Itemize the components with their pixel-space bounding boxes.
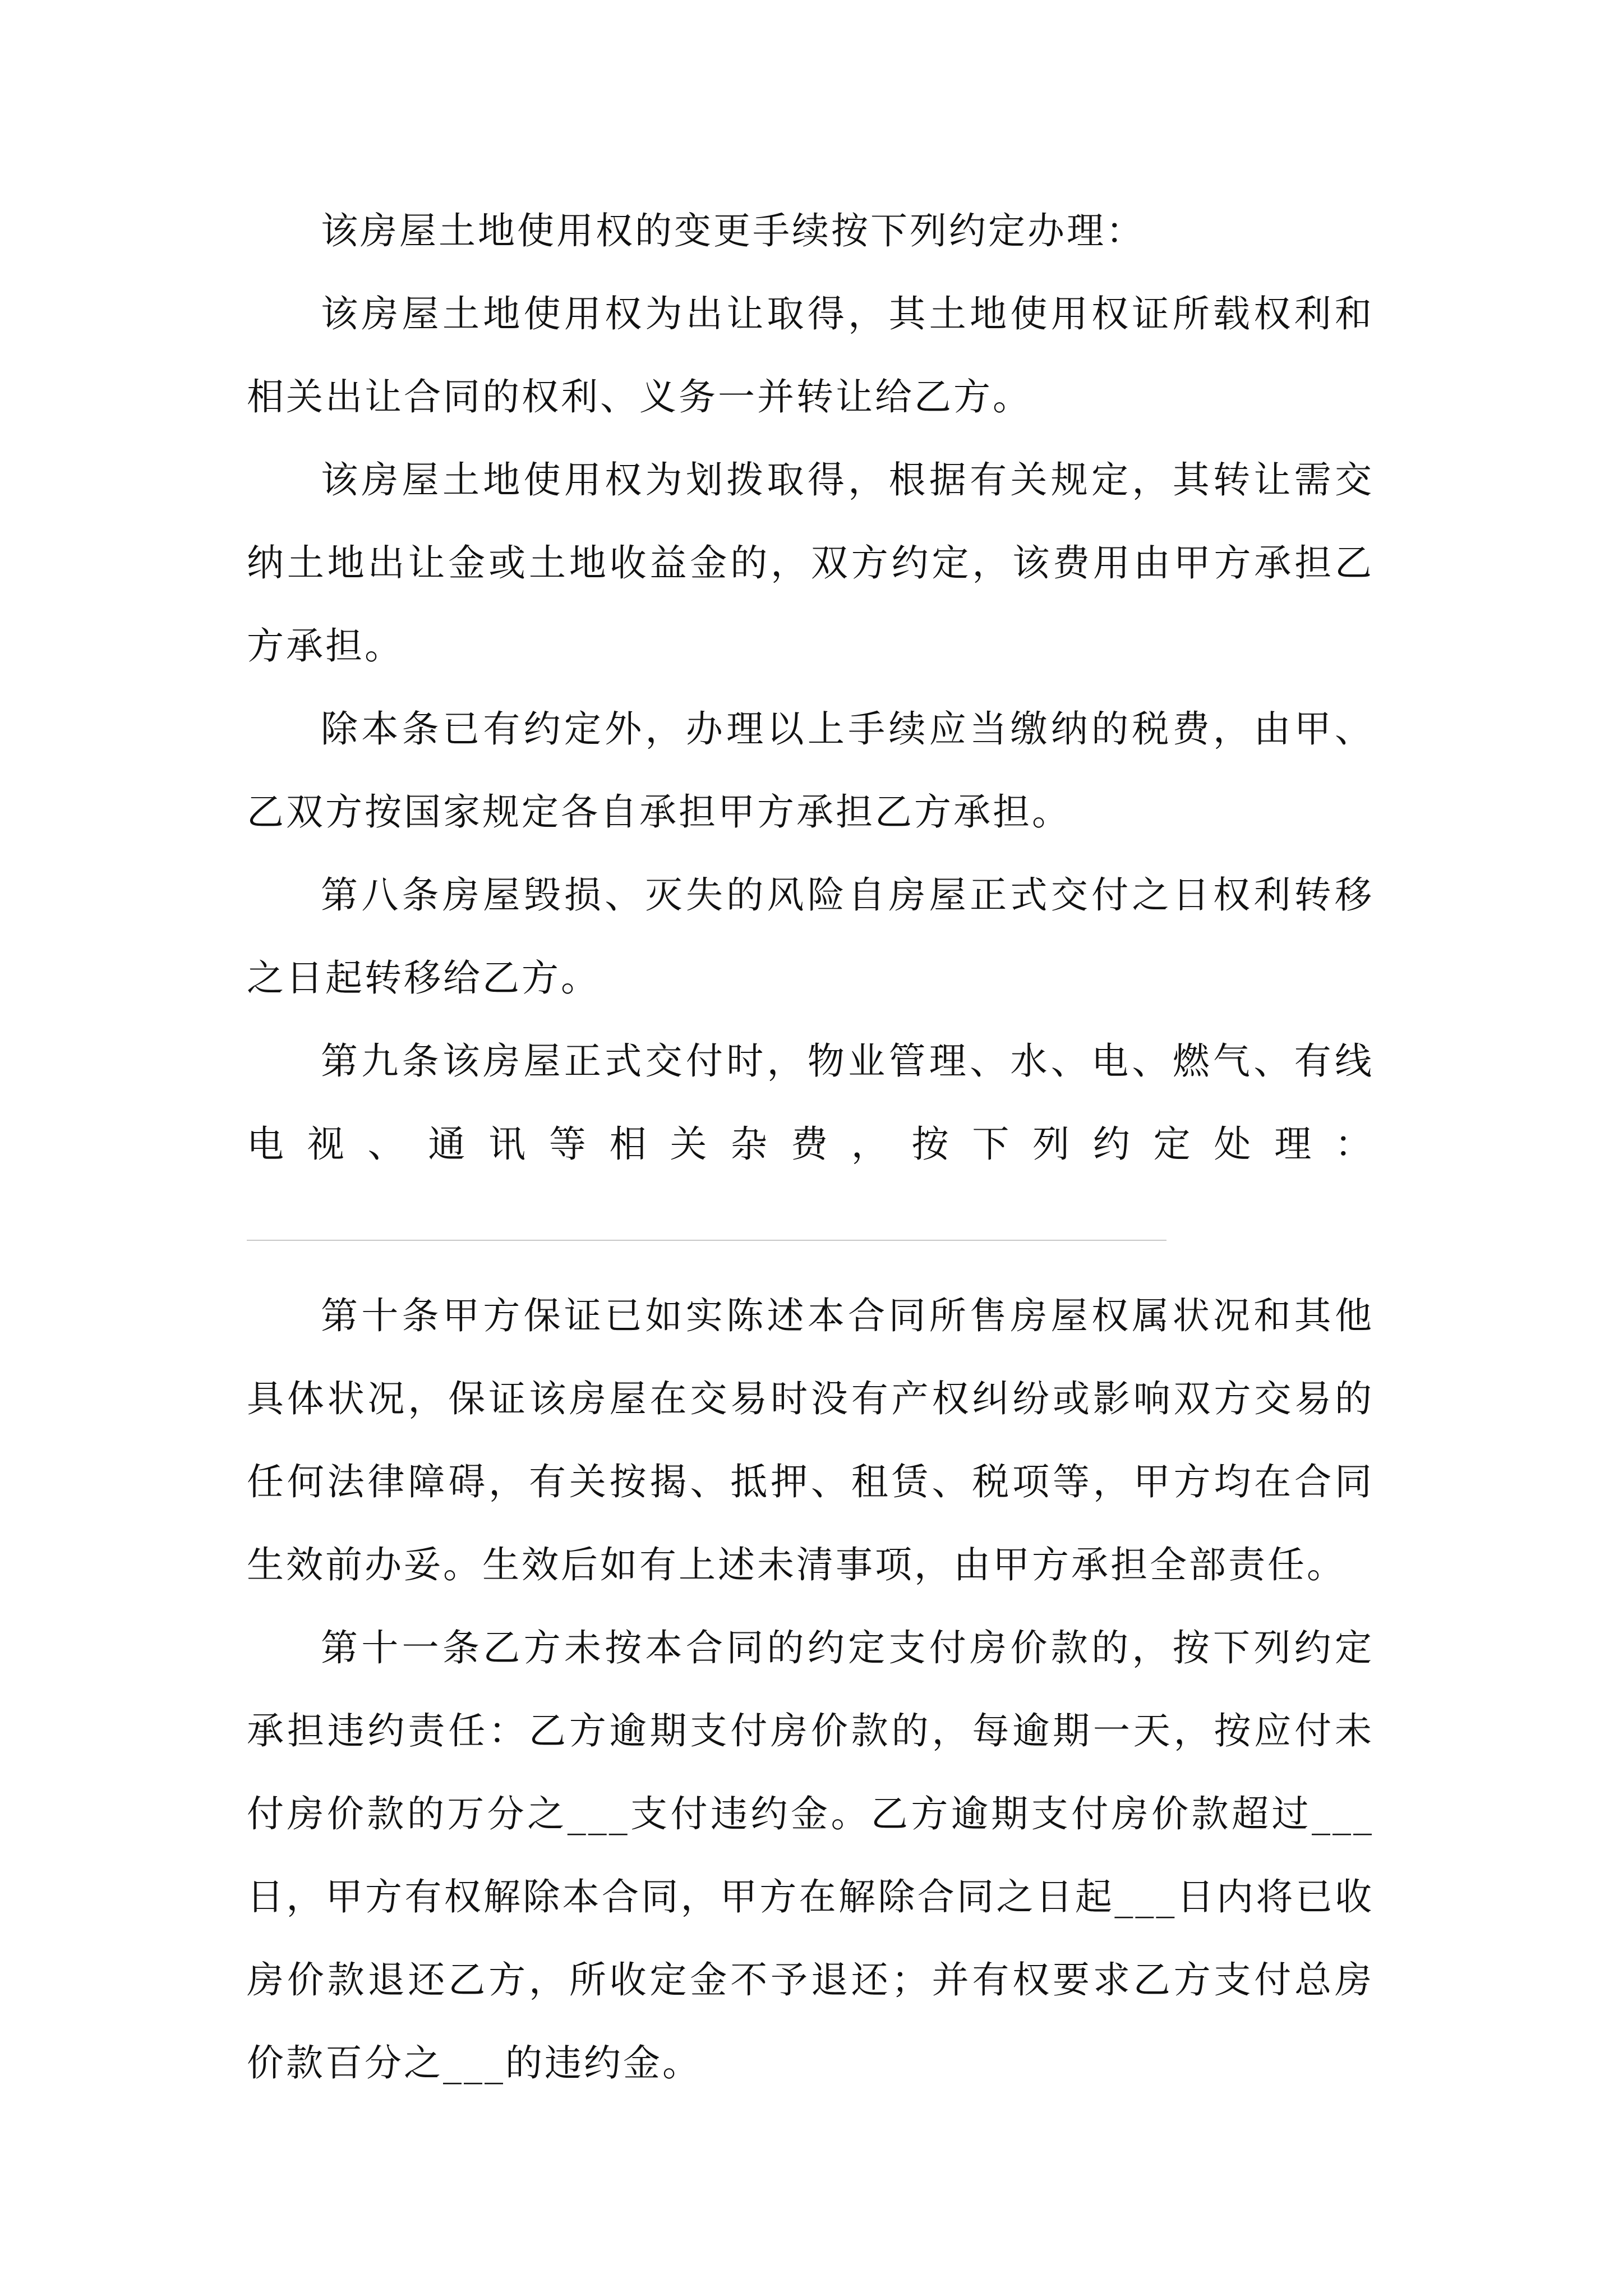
paragraph-article-10: 第十条甲方保证已如实陈述本合同所售房屋权属状况和其他具体状况，保证该房屋在交易时没有产权纠纷或影响双方交易的任何法律障碍，有关按揭、抵押、租赁、税项等，甲方均在合同生效前办妥。生效后如有上述未清事项，由甲方承担全部责任。 <box>247 1294 1374 1586</box>
horizontal-divider <box>247 1240 1166 1241</box>
paragraph-taxes-fees: 除本条已有约定外，办理以上手续应当缴纳的税费，由甲、乙双方按国家规定各自承担甲方承担乙方承担。 <box>247 707 1374 834</box>
paragraph-article-11: 第十一条乙方未按本合同的约定支付房价款的，按下列约定承担违约责任：乙方逾期支付房价款的，每逾期一天，按应付未付房价款的万分之___支付违约金。乙方逾期支付房价款超过___日，甲方有权解除本合同，甲方在解除合同之日起___日内将已收房价款退还乙方，所收定金不予退还；并有权要求乙方支付总房价款百分之___的违约金。 <box>247 1626 1374 2085</box>
paragraph-land-use-transfer: 该房屋土地使用权为出让取得，其土地使用权证所载权利和相关出让合同的权利、义务一并转让给乙方。 <box>247 292 1374 418</box>
paragraph-land-use-allocation: 该房屋土地使用权为划拨取得，根据有关规定，其转让需交纳土地出让金或土地收益金的，双方约定，该费用由甲方承担乙方承担。 <box>247 458 1374 668</box>
document-page <box>247 190 1374 2105</box>
paragraph-article-8: 第八条房屋毁损、灭失的风险自房屋正式交付之日权利转移之日起转移给乙方。 <box>247 873 1374 1000</box>
paragraph-land-use-procedure: 该房屋土地使用权的变更手续按下列约定办理： <box>321 209 1145 252</box>
paragraph-article-9: 第九条该房屋正式交付时，物业管理、水、电、燃气、有线电视、通讯等相关杂费，按下列约定处理： <box>247 1039 1374 1166</box>
